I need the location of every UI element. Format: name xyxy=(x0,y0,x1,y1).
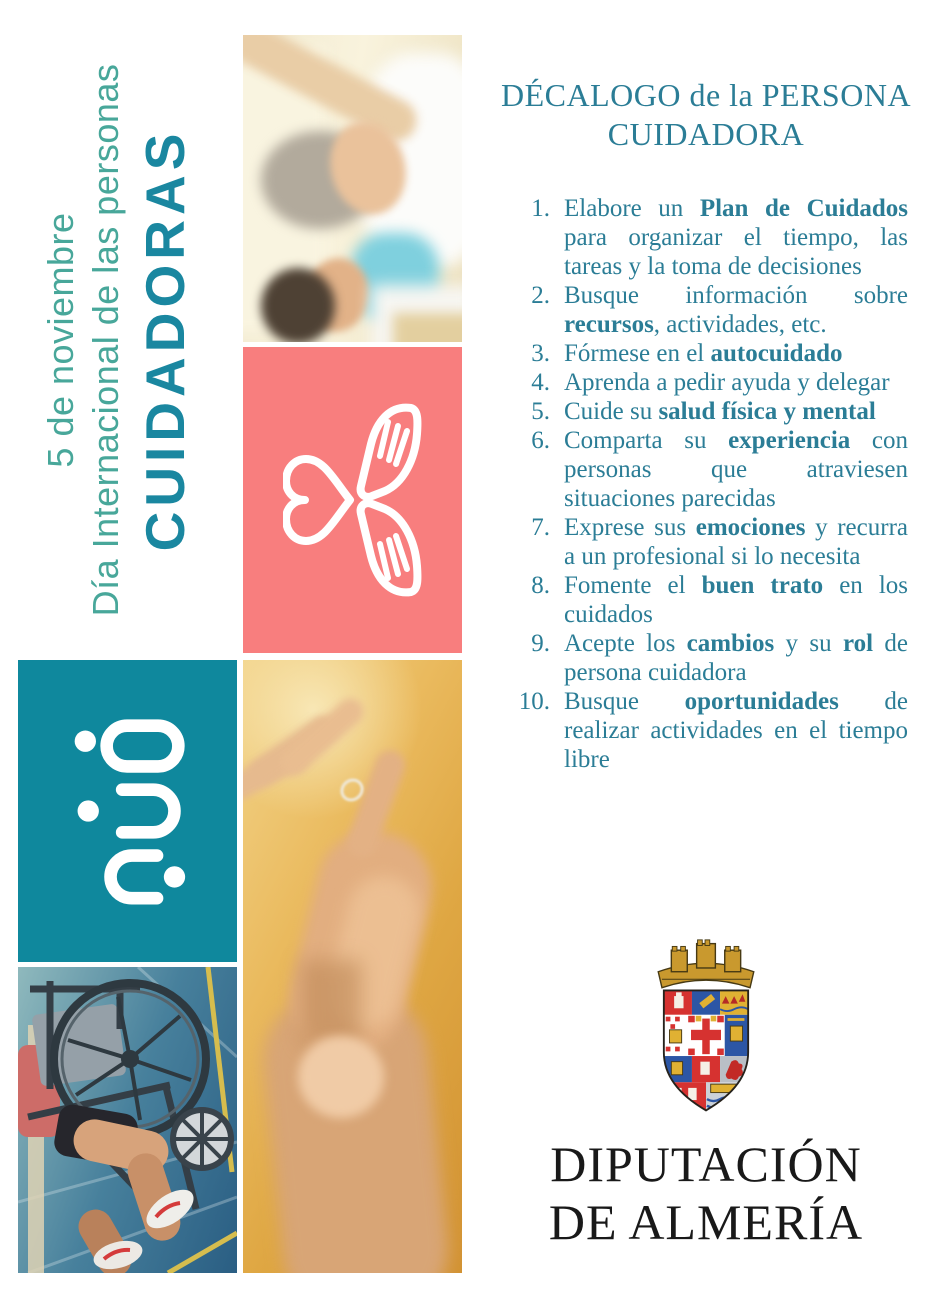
org-name-line2: DE ALMERÍA xyxy=(548,1194,864,1250)
decalogo-item xyxy=(512,687,942,774)
item-number: 6. xyxy=(531,427,550,454)
photo-wheelchair-user xyxy=(18,967,237,1273)
item-text: Cuide su salud física y mental xyxy=(564,398,876,425)
mural-crown xyxy=(658,940,754,988)
decalogo-item xyxy=(512,629,942,687)
item-text: Aprenda a pedir ayuda y delegar xyxy=(564,369,890,396)
item-number: 4. xyxy=(531,369,550,396)
shield-quarters xyxy=(664,990,748,1112)
decalogo-section xyxy=(470,0,942,774)
decalogo-list xyxy=(470,194,942,774)
item-number: 2. xyxy=(531,282,550,309)
org-name-line1: DIPUTACIÓN xyxy=(550,1136,862,1192)
footer xyxy=(470,938,942,1251)
decalogo-item xyxy=(512,426,942,513)
photo-caregiver-and-elderly-woman xyxy=(243,35,462,342)
decalogo-title: DÉCALOGO de la PERSONA CUIDADORA xyxy=(500,77,912,152)
item-number: 9. xyxy=(531,630,550,657)
photo-outstretched-hand xyxy=(243,660,462,1273)
left-hand xyxy=(361,503,418,592)
item-number: 5. xyxy=(531,398,550,425)
org-name xyxy=(470,1135,942,1251)
banner-event-line: Día Internacional de las personas xyxy=(85,63,126,617)
decalogo-item xyxy=(512,339,942,368)
photo-art-shape xyxy=(393,313,462,342)
decalogo-item xyxy=(512,513,942,571)
item-text: Fomente el buen trato en los cuidados xyxy=(564,572,909,628)
item-text: Acepte los cambios y su rol de persona cuidadora xyxy=(564,630,908,686)
item-number: 8. xyxy=(531,572,550,599)
decalogo-item xyxy=(512,571,942,629)
item-text: Busque oportunidades de realizar actividades en el tiempo libre xyxy=(564,688,908,773)
item-text: Elabore un Plan de Cuidados para organizar el tiempo, las tareas y la toma de decisiones xyxy=(564,195,909,280)
item-text: Exprese sus emociones y recurra a un profesional si lo necesita xyxy=(564,514,908,570)
item-number: 3. xyxy=(531,340,550,367)
item-number: 1. xyxy=(531,195,550,222)
decalogo-item xyxy=(512,281,942,339)
right-hand xyxy=(361,408,418,497)
caregivers-logo-icon xyxy=(64,714,190,908)
photo-art-shape xyxy=(301,960,361,1045)
item-text: Comparta su experiencia con personas que atraviesen situaciones parecidas xyxy=(564,427,908,512)
item-number: 7. xyxy=(531,514,550,541)
heart-outline xyxy=(286,459,350,541)
banner-date-line: 5 de noviembre xyxy=(40,212,81,468)
left-vertical-banner xyxy=(38,40,236,640)
caster-wheel xyxy=(173,1110,231,1168)
photo-art-shape xyxy=(18,967,237,1273)
hands-holding-heart-icon xyxy=(283,398,423,602)
item-number: 10. xyxy=(518,688,550,715)
decalogo-item xyxy=(512,368,942,397)
diputacion-de-almeria-coat-of-arms xyxy=(645,938,767,1116)
photo-art-shape xyxy=(261,268,335,342)
decalogo-item xyxy=(512,194,942,281)
logo-tile xyxy=(18,660,237,962)
hands-heart-tile xyxy=(243,347,462,653)
item-text: Busque información sobre recursos, actividades, etc. xyxy=(564,282,908,338)
item-text: Fórmese en el autocuidado xyxy=(564,340,843,367)
banner-highlight-line: CUIDADORAS xyxy=(134,128,196,552)
photo-art-shape xyxy=(298,1036,384,1118)
decalogo-item xyxy=(512,397,942,426)
